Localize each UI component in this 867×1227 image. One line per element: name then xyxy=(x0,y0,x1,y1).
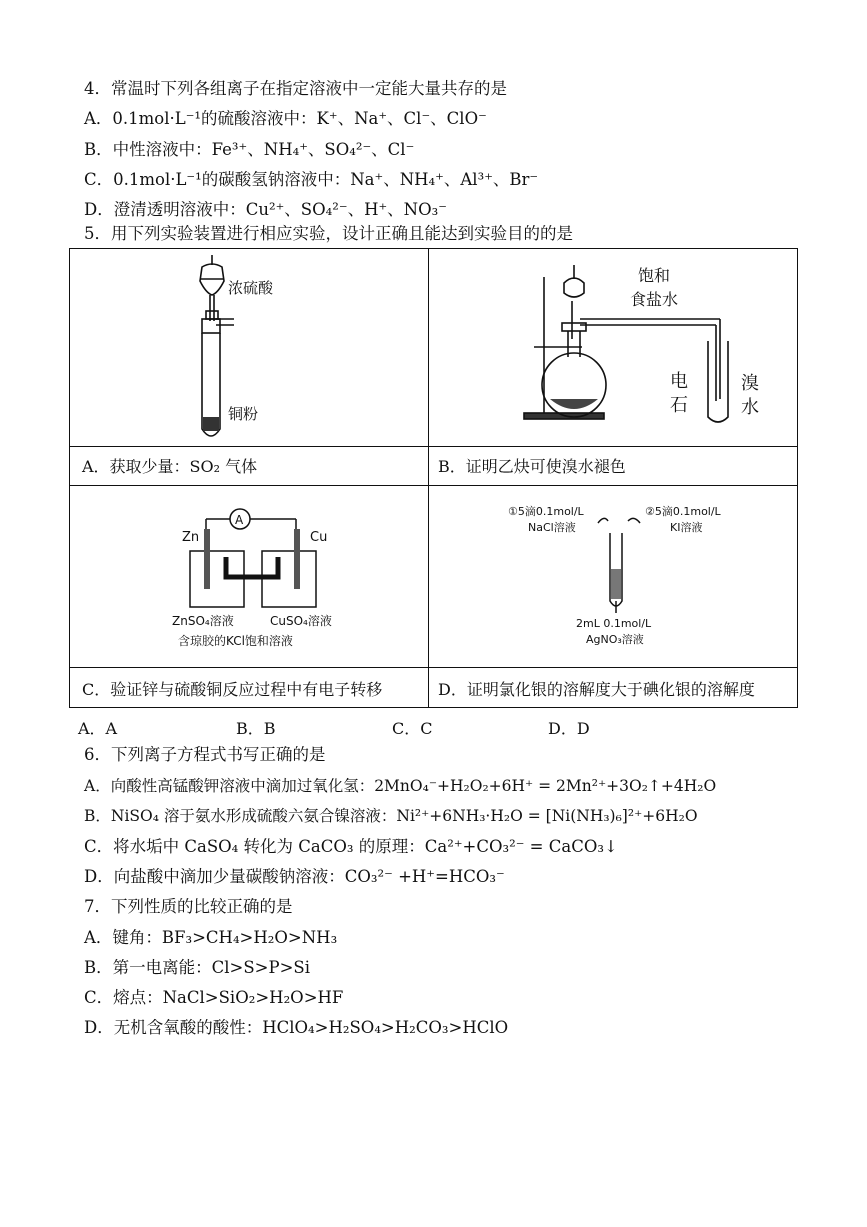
apparatus-c-diagram xyxy=(166,489,366,664)
bromine-label-box xyxy=(735,367,775,427)
q7-option-b: B．第一电离能：Cl>S>P>Si xyxy=(84,958,310,977)
label-step1-b: NaCl溶液 xyxy=(528,521,576,534)
apparatus-b-diagram xyxy=(520,249,730,446)
label-step2-b: KI溶液 xyxy=(670,521,703,534)
label-bromine-2: 水 xyxy=(741,397,759,418)
q6-option-d: D．向盐酸中滴加少量碳酸钠溶液：CO₃²⁻ +H⁺=HCO₃⁻ xyxy=(84,867,505,886)
q5-stem: 5．用下列实验装置进行相应实验，设计正确且能达到实验目的的是 xyxy=(84,224,573,243)
q5-choice-a: A．A xyxy=(78,719,118,738)
q7-option-c: C．熔点：NaCl>SiO₂>H₂O>HF xyxy=(84,988,344,1007)
q6-option-a: A．向酸性高锰酸钾溶液中滴加过氧化氢：2MnO₄⁻+H₂O₂+6H⁺ = 2Mn²⁺+3O₂↑+4H₂O xyxy=(84,777,717,795)
cell-c-caption: C．验证锌与硫酸铜反应过程中有电子转移 xyxy=(82,680,383,699)
label-bromine-1: 溴 xyxy=(741,373,759,394)
q5-choice-b: B．B xyxy=(236,719,276,738)
q7-option-d: D．无机含氧酸的酸性：HClO₄>H₂SO₄>H₂CO₃>HClO xyxy=(84,1018,509,1037)
apparatus-table xyxy=(69,248,798,708)
cell-d-caption: D．证明氯化银的溶解度大于碘化银的溶解度 xyxy=(438,680,755,699)
apparatus-d-diagram xyxy=(490,489,750,664)
label-saturated: 饱和 xyxy=(638,266,671,285)
q4-option-d: D．澄清透明溶液中：Cu²⁺、SO₄²⁻、H⁺、NO₃⁻ xyxy=(84,200,447,219)
label-step1-a: ①5滴0.1mol/L xyxy=(508,505,584,518)
q5-choice-c: C．C xyxy=(392,719,433,738)
q4-stem: 4．常温时下列各组离子在指定溶液中一定能大量共存的是 xyxy=(84,79,507,98)
label-znso4: ZnSO₄溶液 xyxy=(172,614,234,628)
label-carbide-1: 电 xyxy=(670,371,688,392)
q7-option-a: A．键角：BF₃>CH₄>H₂O>NH₃ xyxy=(84,928,338,947)
label-copper-powder: 铜粉 xyxy=(228,405,259,423)
label-salt-bridge: 含琼胶的KCl饱和溶液 xyxy=(178,634,293,648)
label-carbide-2: 石 xyxy=(670,395,688,416)
q5-choice-d: D．D xyxy=(548,719,590,738)
q6-option-b: B．NiSO₄ 溶于氨水形成硫酸六氨合镍溶液：Ni²⁺+6NH₃·H₂O = [Ni(NH₃)₆]²⁺+6H₂O xyxy=(84,807,698,825)
label-cuso4: CuSO₄溶液 xyxy=(270,614,332,628)
label-conc-sulfuric-acid: 浓硫酸 xyxy=(228,279,274,297)
q4-option-a: A．0.1mol·L⁻¹的硫酸溶液中：K⁺、Na⁺、Cl⁻、ClO⁻ xyxy=(84,109,487,128)
table-divider-2 xyxy=(70,485,797,486)
table-divider-1 xyxy=(70,446,797,447)
label-agno3-a: 2mL 0.1mol/L xyxy=(576,617,652,630)
label-zn: Zn xyxy=(182,530,200,545)
q6-option-c: C．将水垢中 CaSO₄ 转化为 CaCO₃ 的原理：Ca²⁺+CO₃²⁻ = CaCO₃↓ xyxy=(84,837,618,856)
q6-stem: 6．下列离子方程式书写正确的是 xyxy=(84,745,326,764)
q7-stem: 7．下列性质的比较正确的是 xyxy=(84,897,293,916)
cell-b-caption: B．证明乙炔可使溴水褪色 xyxy=(438,457,626,476)
table-divider-vertical xyxy=(428,249,429,707)
ammeter-label: A xyxy=(235,513,244,527)
q4-option-b: B．中性溶液中：Fe³⁺、NH₄⁺、SO₄²⁻、Cl⁻ xyxy=(84,140,415,159)
label-agno3-b: AgNO₃溶液 xyxy=(586,633,644,646)
apparatus-a-diagram xyxy=(190,249,330,446)
q4-option-c: C．0.1mol·L⁻¹的碳酸氢钠溶液中：Na⁺、NH₄⁺、Al³⁺、Br⁻ xyxy=(84,170,539,189)
table-divider-3 xyxy=(70,667,797,668)
cell-a-caption: A．获取少量：SO₂ 气体 xyxy=(82,457,258,476)
label-step2-a: ②5滴0.1mol/L xyxy=(645,505,721,518)
label-brine: 食盐水 xyxy=(630,290,679,309)
label-cu: Cu xyxy=(310,530,328,545)
